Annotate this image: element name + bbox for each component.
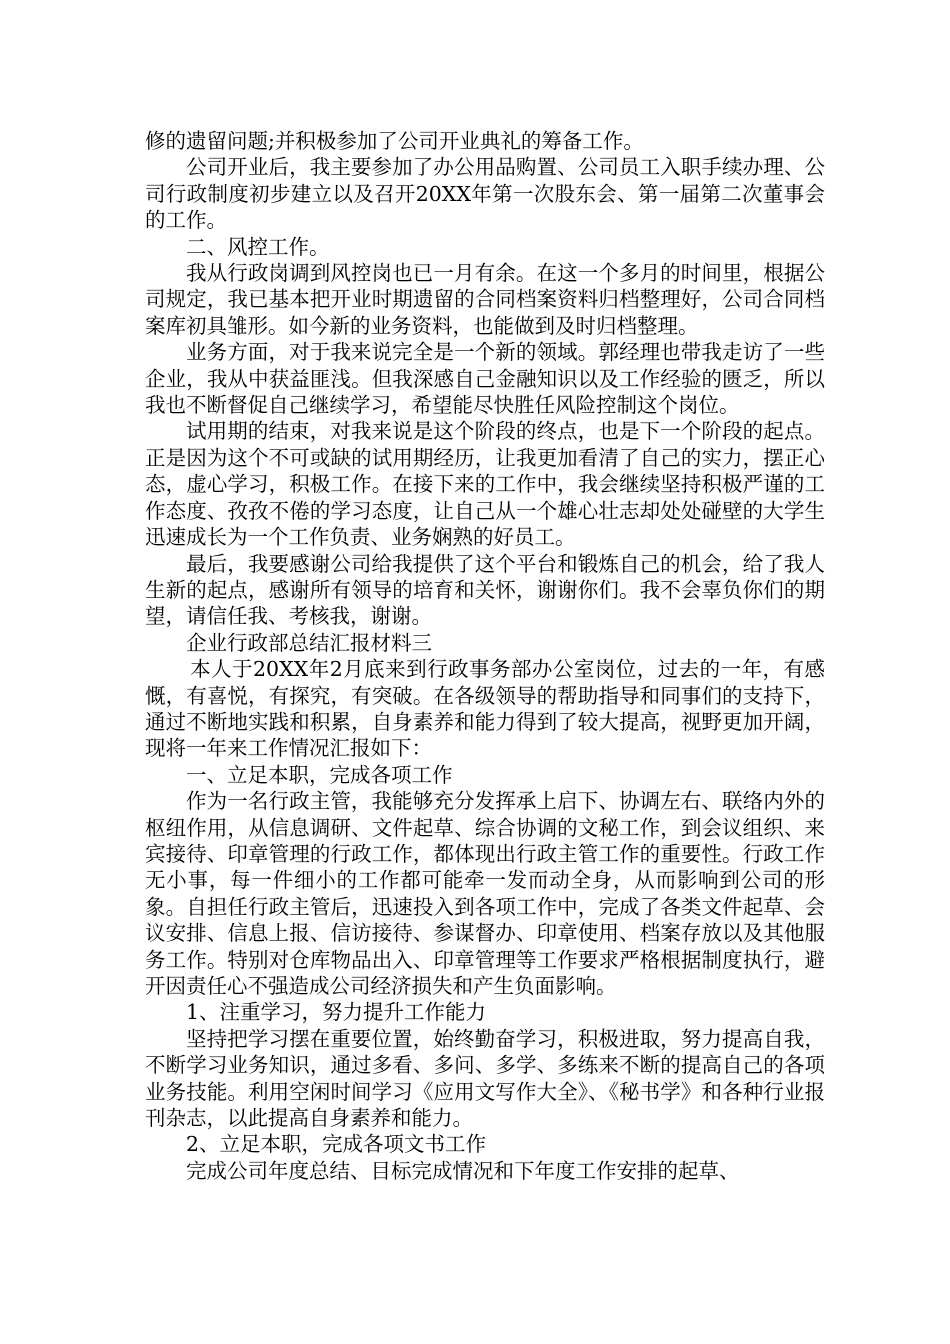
paragraph: 完成公司年度总结、目标完成情况和下年度工作安排的起草、 <box>186 1158 740 1183</box>
paragraph: 我从行政岗调到风控岗也已一月有余。在这一个多月的时间里，根据公司规定，我已基本把开业时期遗留的合同档案资料归档整理好，公司合同档案库初具雏形。如今新的业务资料，也能做到及时归档整理。 <box>145 261 825 338</box>
section-heading: 二、风控工作。 <box>186 234 330 259</box>
section-heading: 1、注重学习，努力提升工作能力 <box>186 1000 487 1025</box>
section-heading: 一、立足本职，完成各项工作 <box>186 762 453 787</box>
section-heading: 2、立足本职，完成各项文书工作 <box>186 1132 487 1157</box>
document-page <box>145 128 825 1184</box>
paragraph: 公司开业后，我主要参加了办公用品购置、公司员工入职手续办理、公司行政制度初步建立以及召开20XX年第一次股东会、第一届第二次董事会的工作。 <box>145 155 825 233</box>
paragraph: 坚持把学习摆在重要位置，始终勤奋学习，积极进取，努力提高自我，不断学习业务知识，通过多看、多问、多学、多练来不断的提高自己的各项业务技能。利用空闲时间学习《应用文写作大全》、《秘书学》和各种行业报刊杂志，以此提高自身素养和能力。 <box>145 1026 825 1131</box>
paragraph: 最后，我要感谢公司给我提供了这个平台和锻炼自己的机会，给了我人生新的起点，感谢所有领导的培育和关怀，谢谢你们。我不会辜负你们的期望，请信任我、考核我，谢谢。 <box>145 551 825 629</box>
paragraph: 修的遗留问题;并积极参加了公司开业典礼的筹备工作。 <box>145 129 644 153</box>
paragraph: 业务方面，对于我来说完全是一个新的领域。郭经理也带我走访了一些企业，我从中获益匪浅。但我深感自己金融知识以及工作经验的匮乏，所以我也不断督促自己继续学习，希望能尽快胜任风险控制这个岗位。 <box>145 340 825 418</box>
document-subtitle: 企业行政部总结汇报材料三 <box>186 630 432 655</box>
paragraph: 本人于20XX年2月底来到行政事务部办公室岗位，过去的一年，有感慨，有喜悦，有探究，有突破。在各级领导的帮助指导和同事们的支持下，通过不断地实践和积累，自身素养和能力得到了较大提高，视野更加开阔，现将一年来工作情况汇报如下： <box>145 657 825 761</box>
paragraph: 作为一名行政主管，我能够充分发挥承上启下、协调左右、联络内外的枢纽作用，从信息调研、文件起草、综合协调的文秘工作，到会议组织、来宾接待、印章管理的行政工作，都体现出行政主管工作的重要性。行政工作无小事，每一件细小的工作都可能牵一发而动全身，从而影响到公司的形象。自担任行政主管后，迅速投入到各项工作中，完成了各类文件起草、会议安排、信息上报、信访接待、参谋督办、印章使用、档案存放以及其他服务工作。特别对仓库物品出入、印章管理等工作要求严格根据制度执行，避开因责任心不强造成公司经济损失和产生负面影响。 <box>145 789 825 998</box>
paragraph: 试用期的结束，对我来说是这个阶段的终点，也是下一个阶段的起点。正是因为这个不可或缺的试用期经历，让我更加看清了自己的实力，摆正心态，虚心学习，积极工作。在接下来的工作中，我会继续坚持积极严谨的工作态度、孜孜不倦的学习态度，让自己从一个雄心壮志却处处碰壁的大学生迅速成长为一个工作负责、业务娴熟的好员工。 <box>145 419 825 550</box>
